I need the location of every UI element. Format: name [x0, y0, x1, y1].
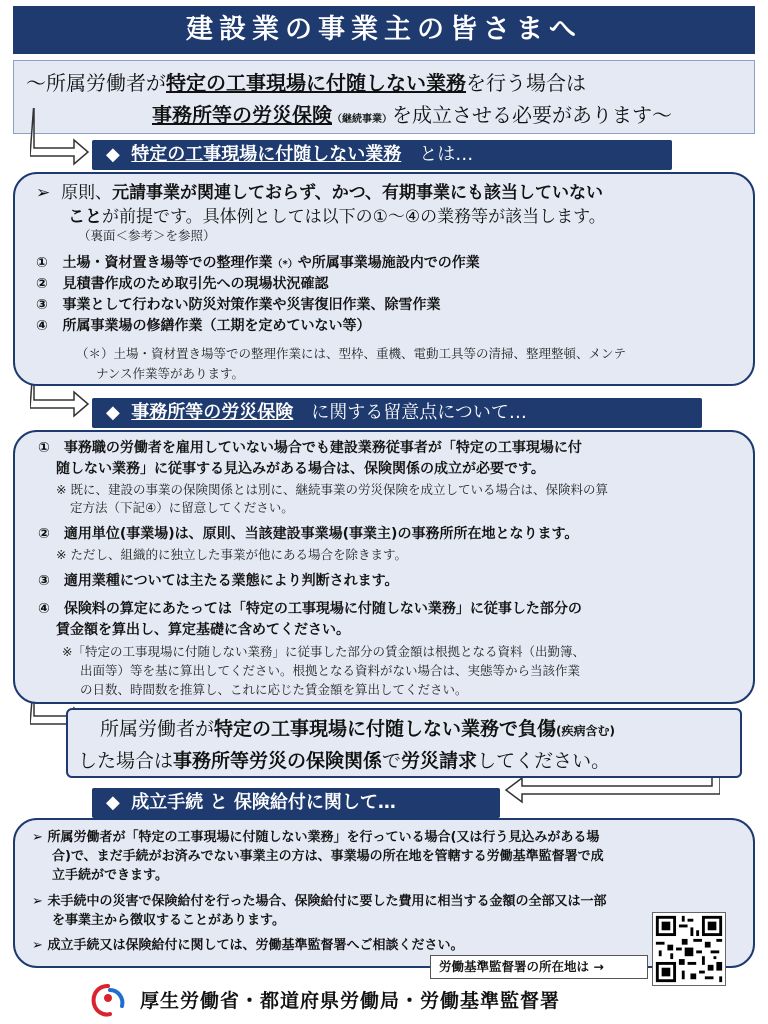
- item-footnote-mark: （*）: [272, 259, 298, 270]
- item-number: ④: [36, 318, 48, 334]
- callout-small: (疾病含む): [556, 724, 616, 738]
- section1-reference-note: （裏面＜参考＞を参照）: [78, 228, 216, 243]
- procedure-bullet-1-line-1: [32, 826, 599, 845]
- procedure-bullet-2-line-2: を事業主から徴収することがあります。: [52, 913, 285, 928]
- item-text: 事業として行わない防災対策作業や災害復旧作業、除雪作業: [62, 297, 441, 313]
- footer-issuer: 厚生労働省・都道府県労働局・労働基準監督署: [140, 990, 561, 1012]
- intro-line-1: [26, 67, 742, 99]
- item-text: 所属事業場の修繕作業（工期を定めていない等）: [62, 318, 371, 334]
- callout-text: で: [382, 750, 402, 772]
- diamond-icon: ◆: [106, 144, 120, 165]
- example-item-3: [36, 294, 440, 314]
- intro-text: を成立させる必要があります～: [392, 103, 672, 127]
- example-item-2: [36, 273, 328, 293]
- procedure-bullet-2-line-1: [32, 890, 606, 909]
- item-text: 見積書作成のため取引先への現場状況確認: [62, 276, 329, 292]
- point-1-note-line-1: ※ 既に、建設の事業の保険関係とは別に、継続事業の労災保険を成立している場合は、保険料の算: [56, 482, 608, 497]
- bullet-text: 所属労働者が「特定の工事現場に付随しない業務」を行っている場合(又は行う見込みがある場: [47, 830, 600, 845]
- point-4-note-line-2: 出面等）等を基に算出してください。根拠となる資料がない場合は、実態等から当該作業: [80, 663, 581, 678]
- callout-text: してください。: [477, 750, 611, 772]
- bullet-arrow-icon: ➢: [32, 894, 43, 909]
- bullet-text: 成立手続又は保険給付に関しては、労働基準監督署へご相談ください。: [47, 938, 464, 953]
- bullet-arrow-icon: ➢: [32, 830, 43, 845]
- procedure-bullet-1-line-3: 立手続ができます。: [52, 868, 168, 883]
- body-emphasis: こと: [68, 207, 102, 227]
- point-3-line-1: ③ 適用業種については主たる業態により判断されます。: [38, 573, 399, 589]
- connector-arrow-icon: [30, 108, 90, 168]
- item-text: 土場・資材置き場等での整理作業: [62, 255, 273, 271]
- callout-text: した場合は: [78, 750, 174, 772]
- point-1-line-2: 随しない業務」に従事する見込みがある場合は、保険関係の成立が必要です。: [56, 461, 545, 477]
- callout-emphasis: 特定の工事現場に付随しない業務で負傷: [214, 718, 557, 740]
- section-header-emphasis: 事務所等の労災保険: [131, 402, 294, 423]
- section1-paragraph-line-1: [36, 178, 603, 203]
- mhlw-logo-icon: [88, 982, 128, 1018]
- callout-text: 所属労働者が: [100, 718, 215, 740]
- point-1-line-1: ① 事務職の労働者を雇用していない場合でも建設業務従事者が「特定の工事現場に付: [38, 440, 582, 456]
- bullet-arrow-icon: ➢: [36, 183, 51, 203]
- point-1-note-line-2: 定方法（下記④）に留意してください。: [70, 500, 294, 515]
- bullet-arrow-icon: ➢: [32, 938, 43, 953]
- point-4-note-line-1: ※「特定の工事現場に付随しない業務」に従事した部分の賃金額は根拠となる資料（出勤簿、: [62, 644, 585, 659]
- callout-line-2: [78, 746, 740, 776]
- point-2-note: ※ ただし、組織的に独立した事業が他にある場合を除きます。: [56, 547, 407, 562]
- callout-line-1: [78, 714, 740, 746]
- intro-text: を行う場合は: [466, 71, 586, 95]
- intro-line-2: [26, 99, 742, 136]
- example-item-1: [36, 252, 480, 272]
- callout-emphasis: 事務所等労災の保険関係: [173, 750, 383, 772]
- section1-paragraph-line-2: [68, 202, 606, 227]
- callout-emphasis: 労災請求: [401, 750, 478, 772]
- point-4-line-2: 賃金額を算出し、算定基礎に含めてください。: [56, 622, 350, 638]
- section-header-procedure: [92, 788, 500, 818]
- bullet-text: 未手続中の災害で保険給付を行った場合、保険給付に要した費用に相当する金額の全部又は一部: [47, 894, 607, 909]
- item-text: や所属事業場施設内での作業: [297, 255, 480, 271]
- section1-footnote-line-1: （＊）土場・資材置き場等での整理作業には、型枠、重機、電動工具等の清掃、整理整頓、メンテ: [76, 346, 627, 361]
- section-header-specific-work: [92, 140, 672, 170]
- item-number: ②: [36, 276, 48, 292]
- claim-callout: [66, 708, 742, 778]
- example-item-4: [36, 315, 370, 335]
- intro-emphasis: 事務所等の労災保険: [152, 103, 332, 127]
- intro-text: ～所属労働者が: [26, 71, 166, 95]
- item-number: ③: [36, 297, 48, 313]
- section-header-text: 成立手続 と 保険給付に関して…: [131, 792, 396, 813]
- body-text: が前提です。具体例としては以下の①～④の業務等が該当します。: [102, 207, 606, 227]
- section1-footnote-line-2: ナンス作業等があります。: [96, 366, 245, 381]
- section-header-text: に関する留意点について…: [293, 402, 527, 423]
- point-4-line-1: ④ 保険料の算定にあたっては「特定の工事現場に付随しない業務」に従事した部分の: [38, 601, 582, 617]
- procedure-bullet-3-line-1: [32, 934, 463, 953]
- point-4-note-line-3: の日数、時間数を推算し、これに応じた賃金額を算出してください。: [80, 682, 468, 697]
- section-header-text: とは…: [401, 144, 474, 165]
- intro-box: [13, 60, 755, 134]
- body-text: 原則、: [61, 183, 113, 203]
- office-location-label: 労働基準監督署の所在地は →: [430, 955, 648, 979]
- page-title: 建設業の事業主の皆さまへ: [186, 14, 582, 45]
- diamond-icon: ◆: [106, 402, 120, 423]
- qr-code-icon[interactable]: [652, 912, 726, 986]
- section-header-office-insurance: [92, 398, 702, 428]
- body-emphasis: 元請事業が関連しておらず、かつ、有期事業にも該当していない: [112, 183, 604, 203]
- intro-small: （継続事業）: [332, 114, 392, 125]
- point-2-line-1: ② 適用単位(事業場)は、原則、当該建設事業場(事業主)の事務所所在地となります。: [38, 526, 579, 542]
- section-header-emphasis: 特定の工事現場に付随しない業務: [131, 144, 402, 165]
- item-number: ①: [36, 255, 48, 271]
- diamond-icon: ◆: [106, 792, 120, 813]
- intro-emphasis: 特定の工事現場に付随しない業務: [166, 71, 466, 95]
- procedure-bullet-1-line-2: 合)で、まだ手続がお済みでない事業主の方は、事業場の所在地を管轄する労働基準監督署で成: [52, 849, 604, 864]
- page-title-banner: [13, 6, 755, 54]
